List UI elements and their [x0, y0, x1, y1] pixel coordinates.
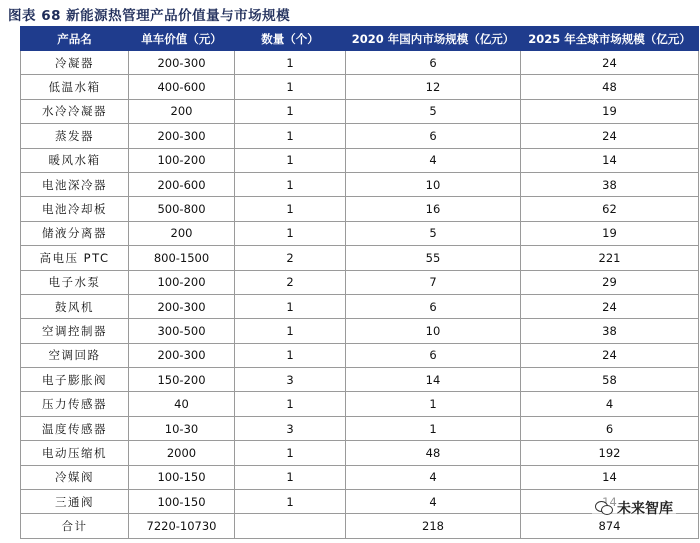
table-row: [21, 368, 699, 392]
cell-global-2025: 19: [521, 221, 699, 245]
cell-product-name: 压力传感器: [21, 392, 129, 416]
table-row: [21, 246, 699, 270]
watermark: [592, 497, 676, 519]
cell-global-2025: 29: [521, 270, 699, 294]
cell-unit-value: 7220-10730: [129, 514, 235, 538]
table-row: [21, 148, 699, 172]
header-2025-global-market: 2025 年全球市场规模（亿元）: [521, 27, 699, 51]
cell-global-2025: 874: [521, 514, 699, 538]
cell-domestic-2020: 16: [346, 197, 521, 221]
cell-global-2025: 192: [521, 441, 699, 465]
cell-product-name: 电池冷却板: [21, 197, 129, 221]
cell-product-name: 鼓风机: [21, 294, 129, 318]
cell-unit-value: 200: [129, 221, 235, 245]
cell-global-2025: 14: [521, 148, 699, 172]
cell-quantity: 1: [235, 490, 346, 514]
cell-global-2025: 24: [521, 343, 699, 367]
cell-quantity: 1: [235, 343, 346, 367]
header-unit-value: 单车价值（元）: [129, 27, 235, 51]
cell-product-name: 冷媒阀: [21, 465, 129, 489]
table-row: [21, 172, 699, 196]
cell-unit-value: 10-30: [129, 416, 235, 440]
cell-product-name: 电子水泵: [21, 270, 129, 294]
cell-product-name: 高电压 PTC: [21, 246, 129, 270]
wechat-icon: [595, 501, 613, 515]
cell-product-name: 冷凝器: [21, 51, 129, 75]
header-quantity: 数量（个）: [235, 27, 346, 51]
cell-quantity: 3: [235, 368, 346, 392]
cell-global-2025: 38: [521, 319, 699, 343]
cell-unit-value: 100-150: [129, 490, 235, 514]
cell-domestic-2020: 4: [346, 490, 521, 514]
cell-quantity: [235, 514, 346, 538]
cell-unit-value: 200-300: [129, 51, 235, 75]
cell-global-2025: 58: [521, 368, 699, 392]
cell-unit-value: 200-600: [129, 172, 235, 196]
cell-domestic-2020: 4: [346, 465, 521, 489]
table-row: [21, 294, 699, 318]
cell-global-2025: 6: [521, 416, 699, 440]
watermark-text: 未来智库: [617, 501, 673, 517]
cell-quantity: 1: [235, 172, 346, 196]
cell-unit-value: 200-300: [129, 294, 235, 318]
market-size-table: [20, 26, 699, 539]
cell-global-2025: 14: [521, 465, 699, 489]
table-row: [21, 319, 699, 343]
table-row: [21, 392, 699, 416]
cell-unit-value: 150-200: [129, 368, 235, 392]
cell-domestic-2020: 6: [346, 124, 521, 148]
cell-product-name: 合计: [21, 514, 129, 538]
cell-unit-value: 800-1500: [129, 246, 235, 270]
cell-domestic-2020: 5: [346, 99, 521, 123]
cell-unit-value: 100-200: [129, 270, 235, 294]
cell-quantity: 1: [235, 465, 346, 489]
cell-global-2025: 38: [521, 172, 699, 196]
table-row: [21, 51, 699, 75]
cell-quantity: 1: [235, 319, 346, 343]
cell-quantity: 1: [235, 124, 346, 148]
cell-global-2025: 62: [521, 197, 699, 221]
cell-unit-value: 100-150: [129, 465, 235, 489]
cell-quantity: 2: [235, 270, 346, 294]
cell-quantity: 1: [235, 197, 346, 221]
cell-quantity: 1: [235, 294, 346, 318]
cell-product-name: 空调控制器: [21, 319, 129, 343]
header-product-name: 产品名: [21, 27, 129, 51]
cell-domestic-2020: 5: [346, 221, 521, 245]
cell-quantity: 1: [235, 441, 346, 465]
table-header-row: [21, 27, 699, 51]
cell-unit-value: 300-500: [129, 319, 235, 343]
cell-domestic-2020: 48: [346, 441, 521, 465]
table-row: [21, 441, 699, 465]
cell-quantity: 1: [235, 148, 346, 172]
cell-global-2025: 48: [521, 75, 699, 99]
cell-quantity: 1: [235, 75, 346, 99]
cell-quantity: 3: [235, 416, 346, 440]
cell-unit-value: 200: [129, 99, 235, 123]
table-row: [21, 99, 699, 123]
figure-title: 图表 68 新能源热管理产品价值量与市场规模: [8, 8, 291, 24]
cell-quantity: 1: [235, 392, 346, 416]
cell-global-2025: 4: [521, 392, 699, 416]
cell-domestic-2020: 7: [346, 270, 521, 294]
cell-domestic-2020: 6: [346, 343, 521, 367]
cell-quantity: 1: [235, 51, 346, 75]
cell-domestic-2020: 55: [346, 246, 521, 270]
cell-global-2025: 221: [521, 246, 699, 270]
table-row: [21, 343, 699, 367]
cell-quantity: 2: [235, 246, 346, 270]
cell-global-2025: 24: [521, 124, 699, 148]
cell-global-2025: 19: [521, 99, 699, 123]
cell-unit-value: 500-800: [129, 197, 235, 221]
table-row: [21, 416, 699, 440]
cell-product-name: 低温水箱: [21, 75, 129, 99]
header-2020-domestic-market: 2020 年国内市场规模（亿元）: [346, 27, 521, 51]
table-row: [21, 124, 699, 148]
cell-unit-value: 200-300: [129, 343, 235, 367]
cell-quantity: 1: [235, 99, 346, 123]
table-row: [21, 197, 699, 221]
cell-domestic-2020: 10: [346, 172, 521, 196]
cell-unit-value: 200-300: [129, 124, 235, 148]
cell-domestic-2020: 4: [346, 148, 521, 172]
cell-domestic-2020: 1: [346, 392, 521, 416]
cell-global-2025: 24: [521, 51, 699, 75]
cell-unit-value: 40: [129, 392, 235, 416]
cell-unit-value: 2000: [129, 441, 235, 465]
cell-product-name: 电子膨胀阀: [21, 368, 129, 392]
cell-unit-value: 100-200: [129, 148, 235, 172]
cell-product-name: 电池深冷器: [21, 172, 129, 196]
cell-domestic-2020: 10: [346, 319, 521, 343]
cell-product-name: 温度传感器: [21, 416, 129, 440]
cell-product-name: 水冷冷凝器: [21, 99, 129, 123]
cell-product-name: 三通阀: [21, 490, 129, 514]
table-row: [21, 75, 699, 99]
cell-global-2025: 24: [521, 294, 699, 318]
cell-product-name: 储液分离器: [21, 221, 129, 245]
cell-domestic-2020: 1: [346, 416, 521, 440]
table-row: [21, 221, 699, 245]
table-row: [21, 465, 699, 489]
cell-domestic-2020: 14: [346, 368, 521, 392]
cell-product-name: 电动压缩机: [21, 441, 129, 465]
cell-domestic-2020: 6: [346, 51, 521, 75]
cell-quantity: 1: [235, 221, 346, 245]
cell-product-name: 暖风水箱: [21, 148, 129, 172]
cell-product-name: 空调回路: [21, 343, 129, 367]
cell-unit-value: 400-600: [129, 75, 235, 99]
cell-domestic-2020: 218: [346, 514, 521, 538]
cell-domestic-2020: 6: [346, 294, 521, 318]
table-row: [21, 270, 699, 294]
cell-domestic-2020: 12: [346, 75, 521, 99]
cell-product-name: 蒸发器: [21, 124, 129, 148]
